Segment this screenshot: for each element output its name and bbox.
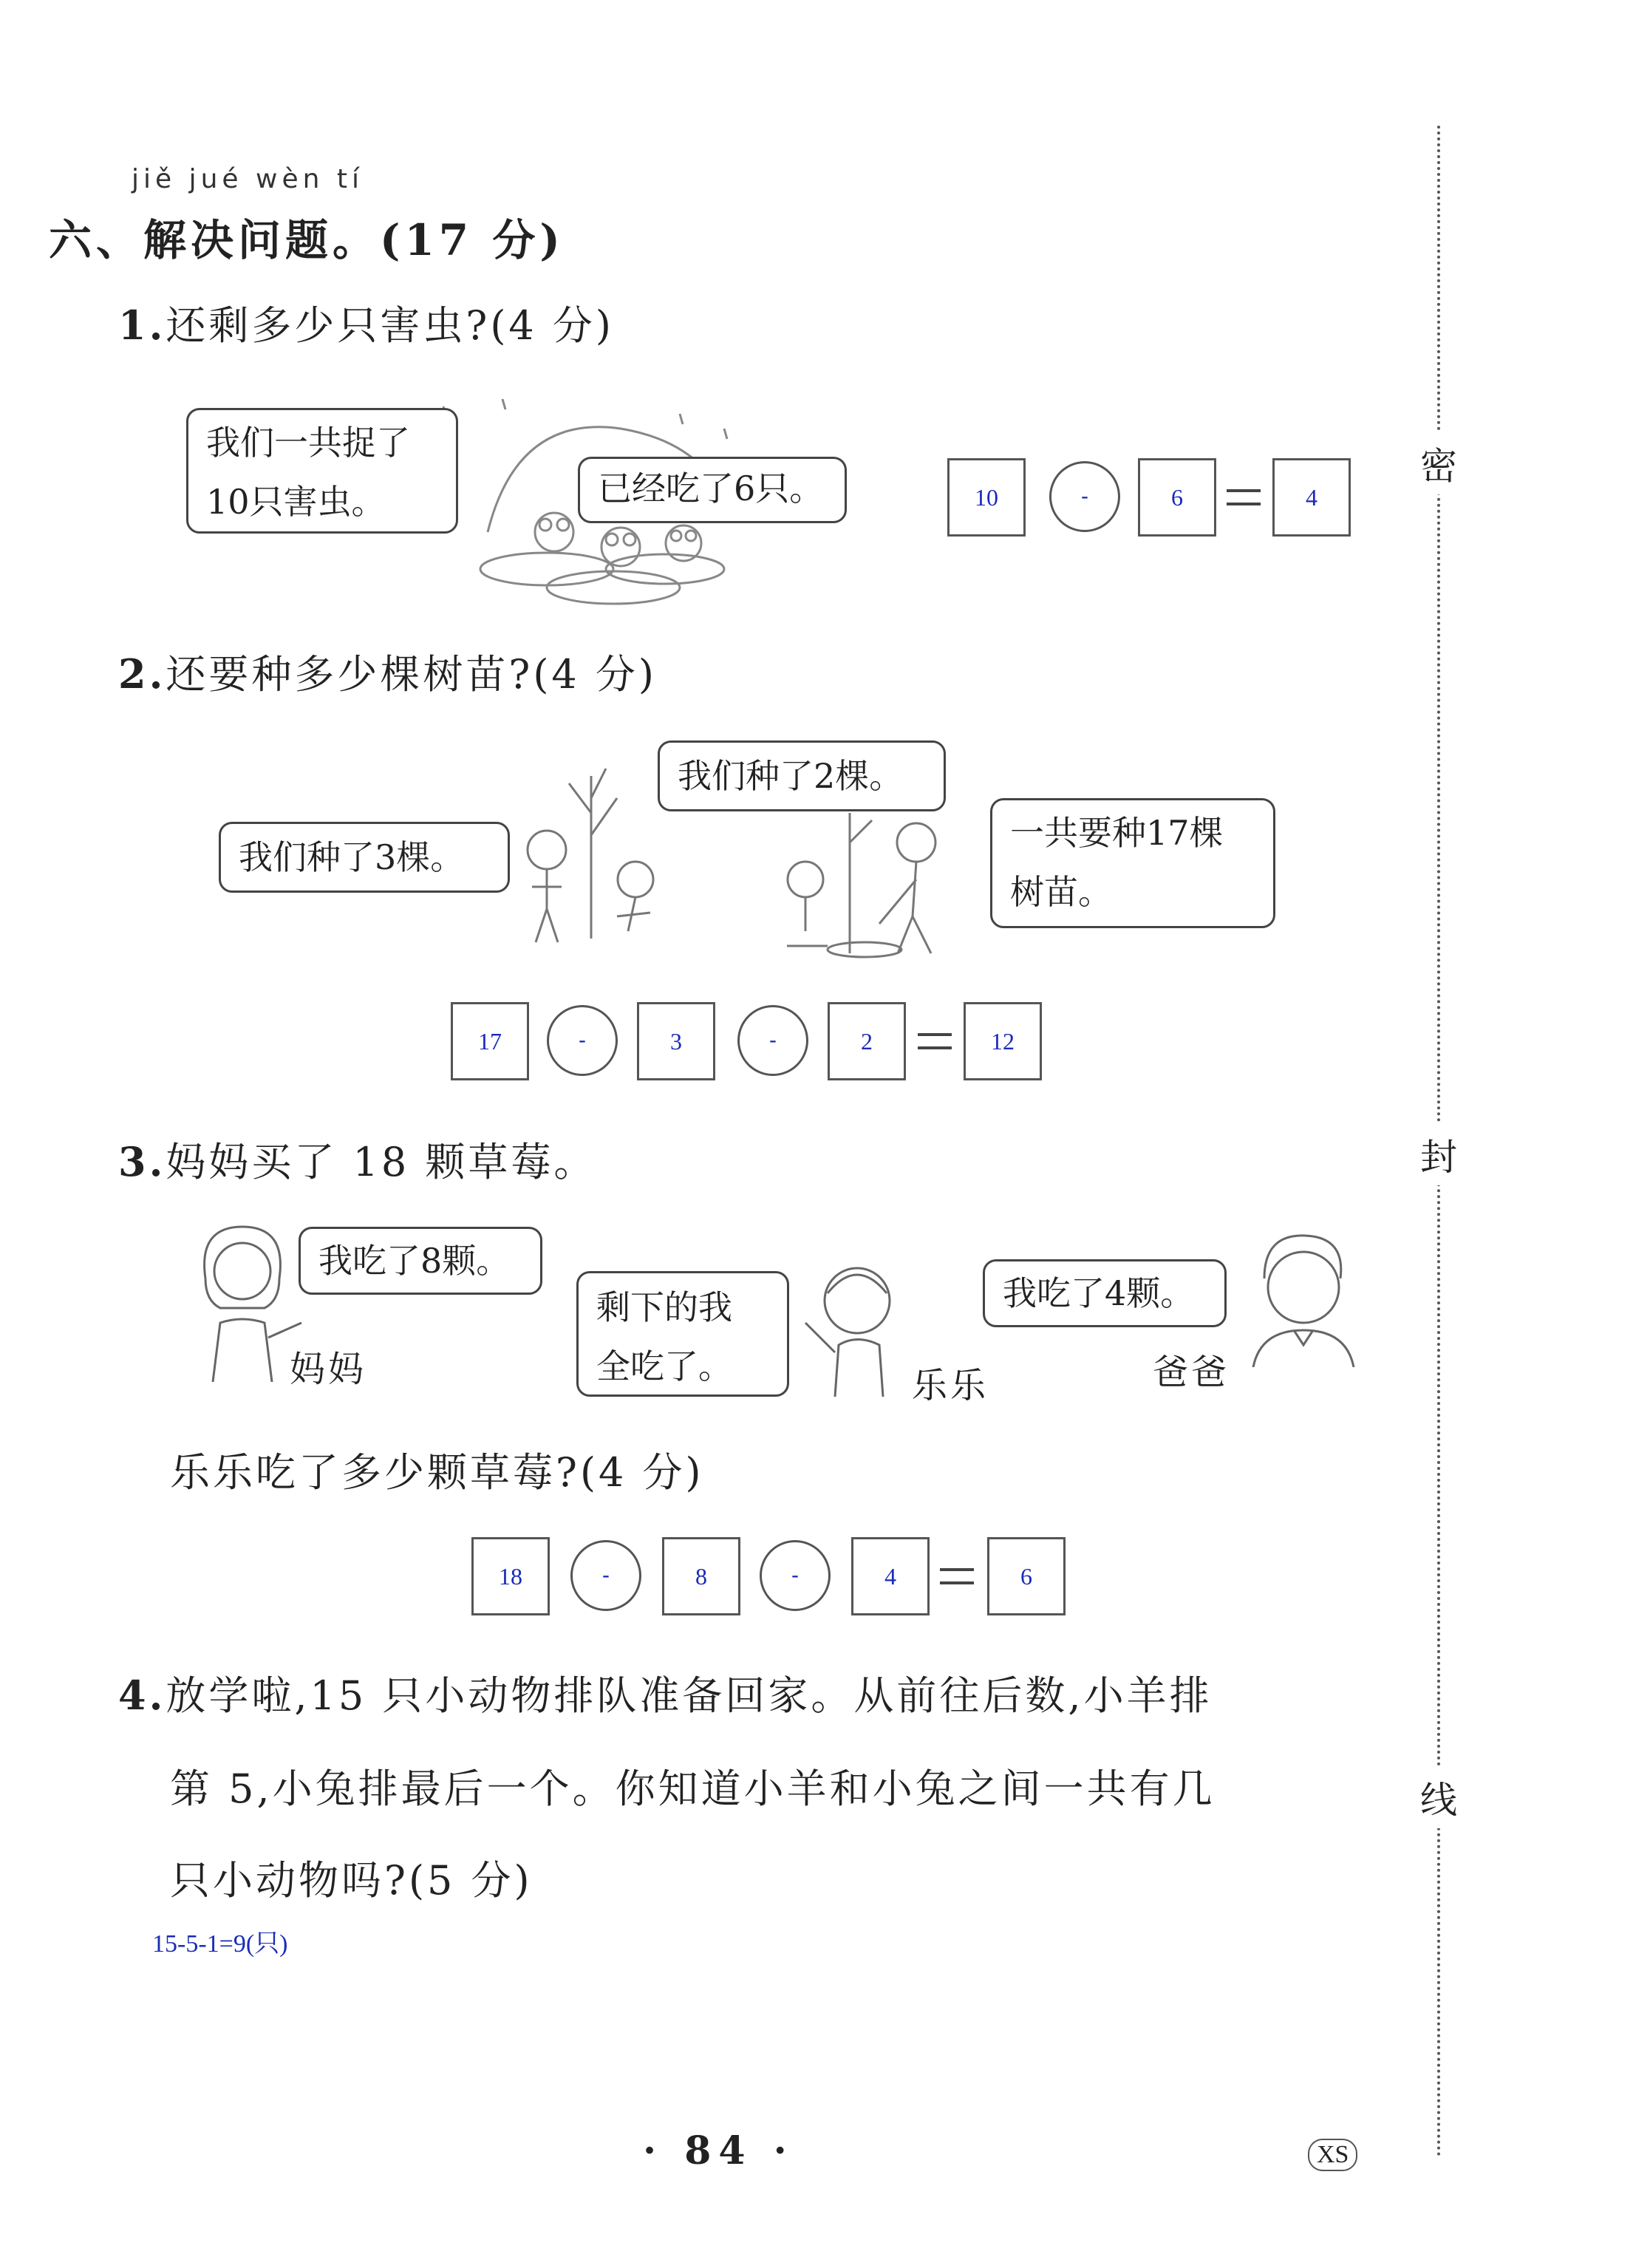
q4-line-3: 只小动物吗?(5 分)	[170, 1857, 533, 1904]
q2-eq-c: 2	[828, 1002, 906, 1080]
equals-sign	[1227, 489, 1261, 505]
q2-number: 2.	[118, 650, 166, 698]
q2-eq-op1: -	[547, 1005, 618, 1076]
children-planting-right-illustration	[768, 798, 975, 961]
section-pinyin: jiě jué wèn tí	[132, 164, 364, 194]
q1-eq-result: 4	[1272, 458, 1351, 537]
q3-heading	[118, 1131, 596, 1188]
q2-bubble-c-line1: 一共要种17棵	[1010, 813, 1224, 853]
margin-char-top: 密	[1420, 432, 1457, 494]
lele-illustration	[791, 1249, 909, 1397]
q3-bubble-lele-line2: 全吃了。	[596, 1346, 732, 1386]
q3-text: 妈妈买了 18 颗草莓。	[166, 1139, 597, 1185]
mom-illustration	[176, 1212, 309, 1382]
q4-answer: 15-5-1=9(只)	[152, 1930, 288, 1958]
q1-eq-b: 6	[1138, 458, 1216, 537]
q3-eq-op1: -	[570, 1540, 641, 1611]
margin-char-bottom: 线	[1420, 1766, 1457, 1828]
q4-text-1: 放学啦,15 只小动物排队准备回家。从前往后数,小羊排	[166, 1672, 1213, 1719]
page-number: · 84 ·	[643, 2128, 794, 2173]
q1-bubble-a	[186, 408, 458, 534]
q1-heading	[118, 294, 614, 351]
q2-eq-b: 3	[637, 1002, 715, 1080]
q3-number: 3.	[118, 1138, 166, 1185]
margin-char-middle: 封	[1420, 1123, 1457, 1185]
q3-sub-question: 乐乐吃了多少颗草莓?(4 分)	[170, 1449, 704, 1496]
q3-bubble-lele	[576, 1271, 789, 1397]
q2-bubble-c-line2: 树苗。	[1010, 872, 1112, 912]
q3-eq-result: 6	[987, 1537, 1066, 1615]
series-code: XS	[1308, 2139, 1357, 2171]
q2-text: 还要种多少棵树苗?(4 分)	[166, 651, 657, 698]
q3-bubble-lele-line1: 剩下的我	[596, 1287, 732, 1327]
q2-bubble-b: 我们种了2棵。	[658, 740, 946, 811]
q3-bubble-mom: 我吃了8颗。	[299, 1227, 542, 1295]
q4-line-2: 第 5,小兔排最后一个。你知道小羊和小兔之间一共有几	[170, 1765, 1216, 1812]
q1-bubble-b: 已经吃了6只。	[578, 457, 847, 523]
q1-eq-op: -	[1049, 461, 1120, 532]
q2-eq-op2: -	[737, 1005, 808, 1076]
q1-eq-a: 10	[947, 458, 1026, 537]
equals-sign	[918, 1033, 952, 1049]
q3-eq-b: 8	[662, 1537, 740, 1615]
q4-line-1	[118, 1664, 1213, 1721]
label-lele: 乐乐	[912, 1365, 989, 1406]
q3-bubble-dad: 我吃了4颗。	[983, 1259, 1227, 1327]
q1-text: 还剩多少只害虫?(4 分)	[166, 302, 614, 349]
label-mom: 妈妈	[290, 1349, 367, 1390]
q3-eq-a: 18	[471, 1537, 550, 1615]
children-planting-left-illustration	[510, 754, 680, 953]
label-dad: 爸爸	[1153, 1352, 1230, 1393]
q2-heading	[118, 643, 657, 700]
q3-eq-op2: -	[760, 1540, 831, 1611]
section-title: 六、解决问题。(17 分)	[49, 215, 565, 265]
q3-eq-c: 4	[851, 1537, 930, 1615]
equals-sign	[940, 1568, 974, 1584]
q1-number: 1.	[118, 302, 166, 349]
q1-bubble-a-line2: 10只害虫。	[206, 482, 386, 522]
q2-bubble-a: 我们种了3棵。	[219, 822, 510, 893]
q4-number: 4.	[118, 1672, 166, 1719]
q2-eq-result: 12	[964, 1002, 1042, 1080]
q1-bubble-a-line1: 我们一共捉了	[206, 423, 410, 463]
dad-illustration	[1246, 1227, 1357, 1367]
q2-eq-a: 17	[451, 1002, 529, 1080]
q2-bubble-c	[990, 798, 1275, 928]
